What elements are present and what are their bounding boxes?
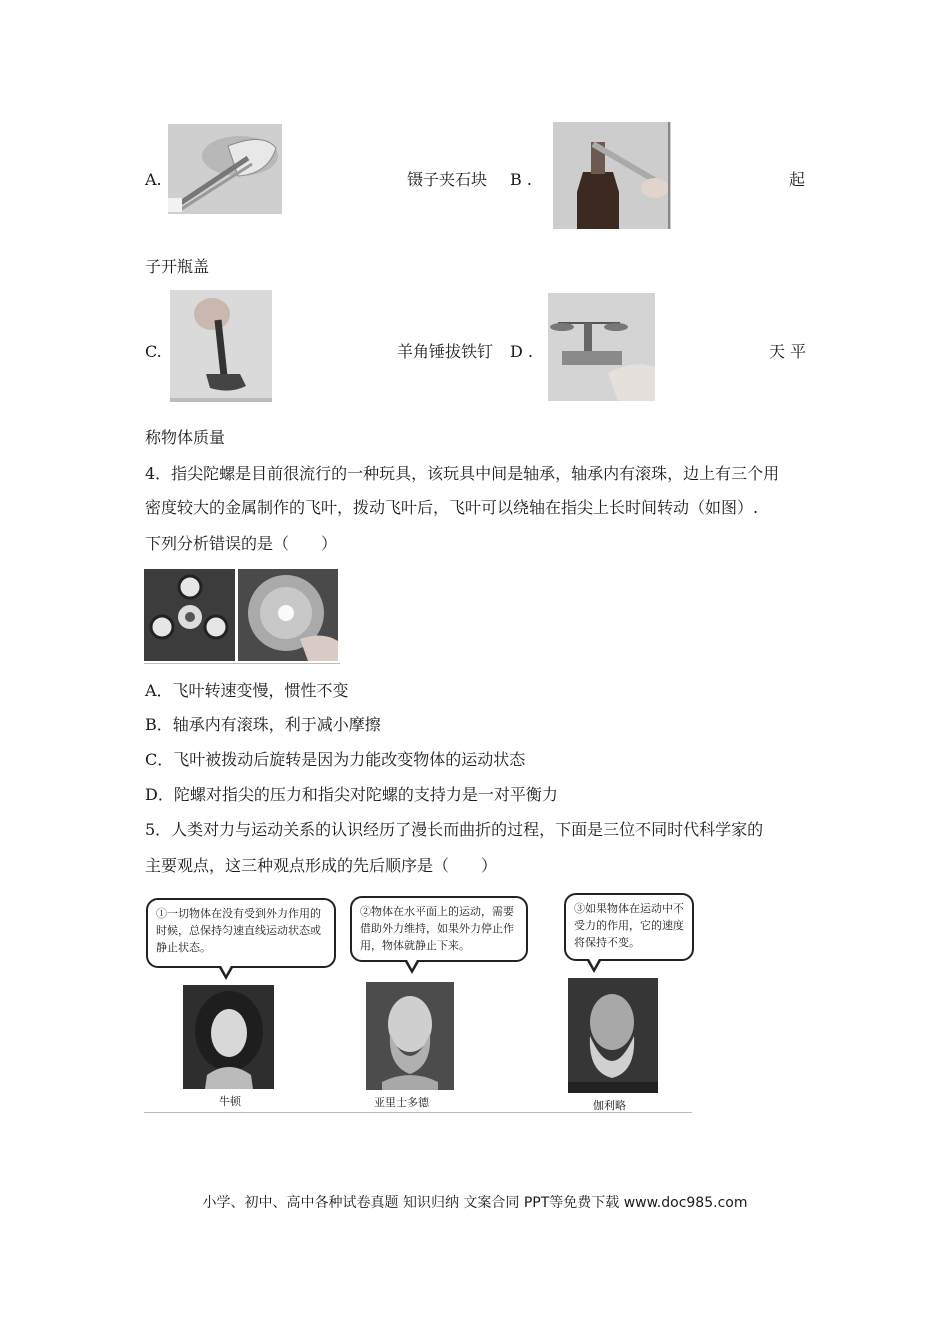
option-d-text-wrap: 称物体质量 xyxy=(145,428,226,447)
tweezers-icon xyxy=(168,124,282,214)
option-b-text-end: 起 xyxy=(789,170,806,189)
galileo-quote-bubble: ③如果物体在运动中不受力的作用，它的速度将保持不变。 xyxy=(564,893,694,961)
option-d-text-end: 天 平 xyxy=(769,342,807,361)
aristotle-portrait xyxy=(366,982,454,1090)
q4-stem-line-3: 下列分析错误的是（ ） xyxy=(145,534,338,553)
q4-stem-line-1: 4．指尖陀螺是目前很流行的一种玩具，该玩具中间是轴承，轴承内有滚珠，边上有三个用 xyxy=(145,464,780,483)
option-b-text-wrap: 子开瓶盖 xyxy=(145,257,210,276)
figure-underline xyxy=(144,1112,692,1113)
q5-stem-line-1: 5．人类对力与运动关系的认识经历了漫长而曲折的过程，下面是三位不同时代科学家的 xyxy=(145,820,764,839)
newton-quote-bubble: ①一切物体在没有受到外力作用的时候，总保持匀速直线运动状态或静止状态。 xyxy=(146,898,336,968)
aristotle-name: 亚里士多德 xyxy=(374,1096,429,1109)
galileo-name: 伽利略 xyxy=(593,1099,626,1112)
galileo-portrait xyxy=(568,978,658,1093)
q4-stem-line-2: 密度较大的金属制作的飞叶，拨动飞叶后，飞叶可以绕轴在指尖上长时间转动（如图）. xyxy=(145,498,759,517)
q4-option-d: D．陀螺对指尖的压力和指尖对陀螺的支持力是一对平衡力 xyxy=(145,785,558,804)
fidget-spinner-icon xyxy=(144,569,235,661)
q4-option-a: A．飞叶转速变慢，惯性不变 xyxy=(145,681,349,700)
newton-name: 牛顿 xyxy=(219,1095,241,1108)
tweezers-photo xyxy=(168,124,282,214)
q5-stem-line-2: 主要观点，这三种观点形成的先后顺序是（ ） xyxy=(145,856,498,875)
figure-underline xyxy=(144,663,340,664)
portrait-face-icon xyxy=(568,978,658,1093)
claw-hammer-photo xyxy=(170,290,272,402)
bottle-opener-icon xyxy=(553,122,671,229)
fidget-spinner-photo xyxy=(144,569,235,661)
aristotle-quote-bubble: ②物体在水平面上的运动，需要借助外力维持，如果外力停止作用，物体就静止下来。 xyxy=(350,896,528,962)
option-c-letter: C. xyxy=(145,342,162,361)
option-c-text: 羊角锤拔铁钉 xyxy=(397,342,494,361)
balance-scale-icon xyxy=(548,293,655,401)
spinning-blur-icon xyxy=(238,569,338,661)
option-b-letter: B . xyxy=(510,170,532,189)
newton-portrait xyxy=(183,985,274,1089)
option-d-letter: D . xyxy=(510,342,533,361)
spinning-spinner-photo xyxy=(238,569,338,661)
option-a-letter: A. xyxy=(145,170,162,189)
portrait-face-icon xyxy=(183,985,274,1089)
bottle-opener-photo xyxy=(553,122,671,229)
claw-hammer-icon xyxy=(170,290,272,402)
q4-option-b: B．轴承内有滚珠，利于减小摩擦 xyxy=(145,715,381,734)
option-a-text: 镊子夹石块 xyxy=(407,170,488,189)
page-footer: 小学、初中、高中各种试卷真题 知识归纳 文案合同 PPT等免费下载 www.doc985.com xyxy=(202,1195,748,1211)
q4-option-c: C．飞叶被拨动后旋转是因为力能改变物体的运动状态 xyxy=(145,750,526,769)
balance-scale-photo xyxy=(548,293,655,401)
portrait-bust-icon xyxy=(366,982,454,1090)
